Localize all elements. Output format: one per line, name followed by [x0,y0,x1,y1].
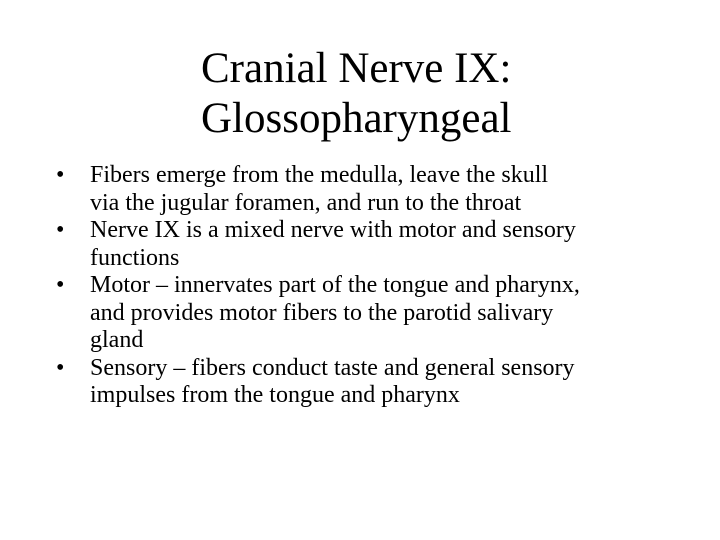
slide-title-line-1: Cranial Nerve IX: [201,45,512,92]
bullet-text-line: impulses from the tongue and pharynx [90,382,460,408]
bullet-list [56,162,686,410]
slide-title [201,44,681,144]
bullet-item [56,162,686,217]
bullet-item [56,272,686,355]
bullet-text-line: and provides motor fibers to the parotid salivary [90,299,554,326]
bullet-text-line: gland [90,327,144,353]
bullet-text-line: Motor – innervates part of the tongue and pharynx, [90,272,580,298]
bullet-text-line: Fibers emerge from the medulla, leave the skull [90,162,549,188]
bullet-icon: • [56,354,65,381]
bullet-text-line: via the jugular foramen, and run to the throat [90,189,522,216]
bullet-icon: • [56,217,65,243]
bullet-item [56,217,686,272]
bullet-icon: • [56,272,65,298]
bullet-text-line: Sensory – fibers conduct taste and general sensory [90,354,575,381]
bullet-item [56,355,686,410]
bullet-icon: • [56,162,65,188]
bullet-text-line: functions [90,244,180,271]
slide-title-line-2: Glossopharyngeal [201,95,512,142]
bullet-text-line: Nerve IX is a mixed nerve with motor and sensory [90,217,576,243]
